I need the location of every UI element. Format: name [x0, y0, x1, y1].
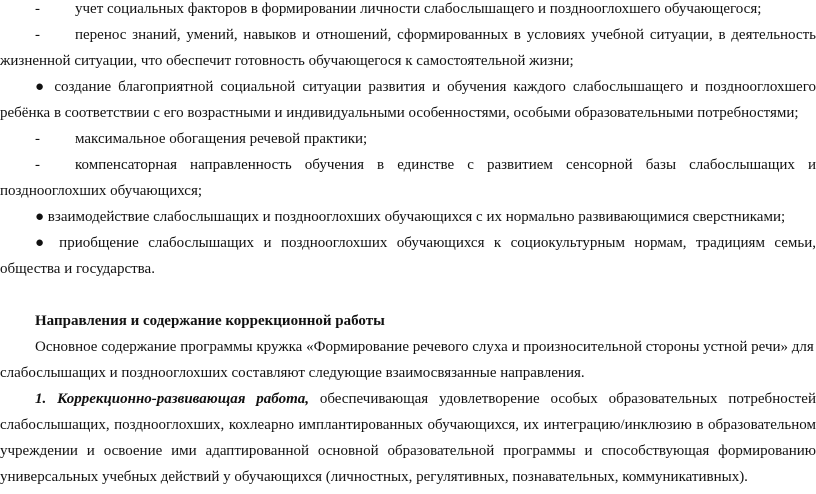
paragraph-line: 1. Коррекционно-развивающая работа, обеспечивающая удовлетворение особых образовательных потребностей	[35, 391, 816, 407]
paragraph-line: слабослышащих, позднооглохших, кохлеарно имплантированных обучающихся, их интеграцию/инклюзию в образовательном	[0, 417, 816, 433]
text-line: общества и государства.	[0, 261, 155, 277]
bullet-item: ● взаимодействие слабослышащих и позднооглохших обучающихся с их нормально развивающимися сверстниками;	[35, 209, 786, 225]
text-line: позднооглохших обучающихся;	[0, 183, 203, 199]
paragraph-line: Основное содержание программы кружка «Формирование речевого слуха и произносительной стороны устной речи» для	[35, 339, 814, 355]
paragraph-line: учреждении и освоение ими адаптированной основной образовательной программы и способствующая формированию	[0, 443, 816, 459]
bullet-item: ● создание благоприятной социальной ситуации развития и обучения каждого слабослышащего и позднооглохшего	[35, 79, 816, 95]
list-item-dash: - перенос знаний, умений, навыков и отношений, сформированных в условиях учебной ситуации, в деятельность	[35, 27, 816, 43]
emphasis-term: 1. Коррекционно-развивающая работа,	[35, 391, 309, 407]
text-line: жизненной ситуации, что обеспечит готовность обучающегося к самостоятельной жизни;	[0, 53, 574, 69]
section-heading: Направления и содержание коррекционной работы	[35, 313, 385, 329]
list-item-dash: - максимальное обогащения речевой практики;	[35, 131, 368, 147]
list-item-dash: - компенсаторная направленность обучения в единстве с развитием сенсорной базы слабослышащих и	[35, 157, 816, 173]
bullet-item: ● приобщение слабослышащих и позднооглохших обучающихся к социокультурным нормам, традициям семьи,	[35, 235, 816, 251]
paragraph-line: слабослышащих и позднооглохших составляют следующие взаимосвязанные направления.	[0, 365, 585, 381]
list-item-dash: - учет социальных факторов в формировании личности слабослышащего и позднооглохшего обучающегося;	[35, 1, 762, 17]
text-line: ребёнка в соответствии с его возрастными и индивидуальными особенностями, особыми образовательными потребностями;	[0, 105, 799, 121]
paragraph-line: универсальных учебных действий у обучающихся (личностных, регулятивных, познавательных, коммуникативных).	[0, 469, 748, 485]
